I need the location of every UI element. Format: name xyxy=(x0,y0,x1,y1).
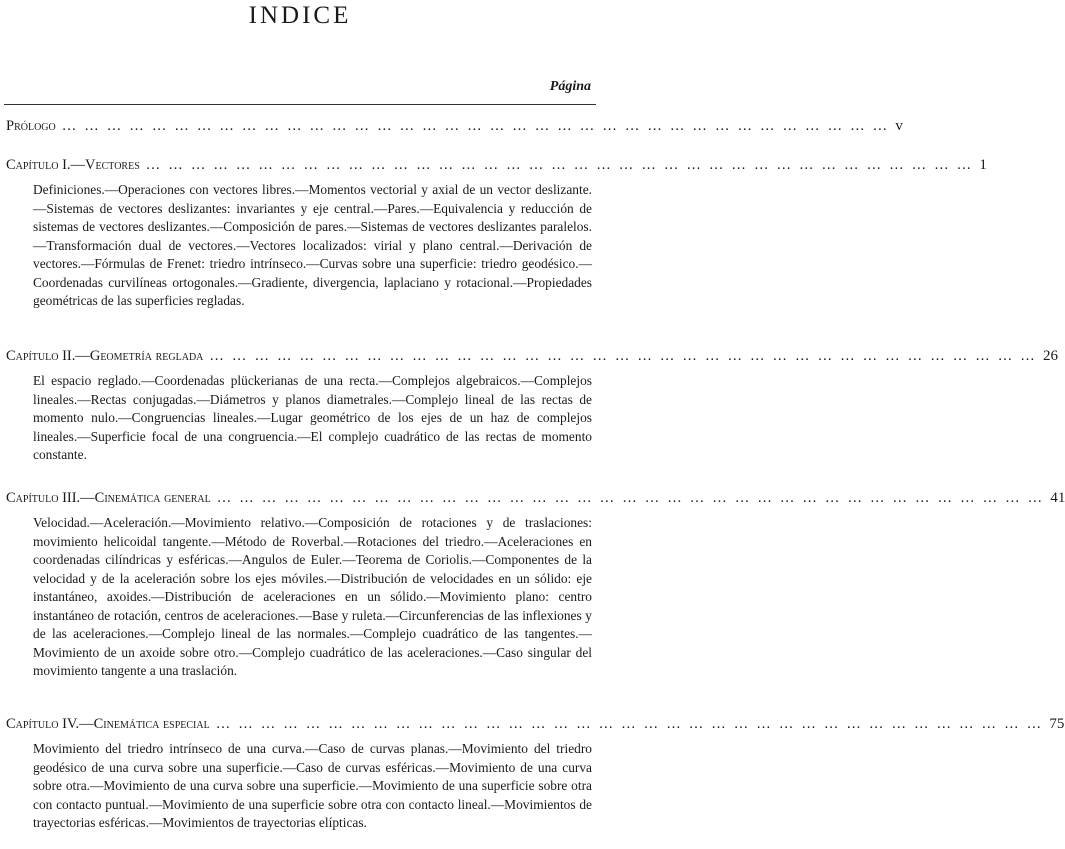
toc-entry-chapter-2 xyxy=(6,348,1058,465)
entry-label: Capítulo IV.—Cinemática especial xyxy=(6,716,210,732)
entry-heading[interactable] xyxy=(6,716,1065,738)
dot-leader: … … … … … … … … … … … … … … … … … … … … … … … … … … … … … … … … … … … … … xyxy=(61,118,890,134)
entry-heading[interactable] xyxy=(6,348,1058,370)
entry-description: El espacio reglado.—Coordenadas plückerianas de una recta.—Complejos algebraicos.—Complejos lineales.—Rectas conjugadas.—Diámetros y planos diametrales.—Complejo lineal de las rectas de momento nulo.—Congruencias lineales.—Lugar geométrico de los ejes de un haz de complejos lineales.—Superficie focal de una congruencia.—El complejo cuadrático de las rectas de momento constante. xyxy=(33,373,592,462)
entry-heading[interactable] xyxy=(6,118,903,140)
entry-description: Movimiento del triedro intrínseco de una curva.—Caso de curvas planas.—Movimiento del triedro geodésico de una curva sobre una superficie.—Caso de curvas esféricas.—Movimiento de una curva sobre otra.—Movimiento de una curva sobre una superficie.—Movimiento de una superficie sobre otra con contacto puntual.—Movimiento de una superficie sobre otra con contacto lineal.—Movimientos de trayectorias esféricas.—Movimientos de trayectorias elípticas. xyxy=(33,741,592,830)
entry-page-number: 41 xyxy=(1050,490,1065,506)
page-column-label: Página xyxy=(549,79,591,94)
toc-entry-chapter-3 xyxy=(6,490,1065,681)
index-title: INDICE xyxy=(248,2,352,29)
toc-entry-prologo xyxy=(6,118,903,140)
dot-leader: … … … … … … … … … … … … … … … … … … … … … … … … … … … … … … … … … … … … … xyxy=(216,490,1045,506)
header-rule xyxy=(4,104,596,105)
entry-label: Capítulo III.—Cinemática general xyxy=(6,490,211,506)
entry-page-number: 1 xyxy=(979,157,987,173)
toc-entry-chapter-4 xyxy=(6,716,1065,833)
dot-leader: … … … … … … … … … … … … … … … … … … … … … … … … … … … … … … … … … … … … … xyxy=(145,157,974,173)
dot-leader: … … … … … … … … … … … … … … … … … … … … … … … … … … … … … … … … … … … … … xyxy=(209,348,1037,364)
entry-page-number: 75 xyxy=(1049,716,1065,732)
entry-label: Capítulo II.—Geometría reglada xyxy=(6,348,204,364)
entry-description: Definiciones.—Operaciones con vectores libres.—Momentos vectorial y axial de un vector deslizante.—Sistemas de vectores deslizantes: invariantes y eje central.—Pares.—Equivalencia y reducción de sistemas de vectores deslizantes.—Composición de pares.—Sistemas de vectores deslizantes paralelos.—Transformación dual de vectores.—Vectores localizados: virial y plano central.—Derivación de vectores.—Fórmulas de Frenet: triedro intrínseco.—Curvas sobre una superficie: triedro geodésico.—Coordenadas curvilíneas ortogonales.—Gradiente, divergencia, laplaciano y rotacional.—Propiedades geométricas de las superficies regladas. xyxy=(33,182,592,308)
entry-description: Velocidad.—Aceleración.—Movimiento relativo.—Composición de rotaciones y de traslaciones: movimiento helicoidal tangente.—Método de Roverbal.—Rotaciones del triedro.—Aceleraciones en coordenadas cilíndricas y esféricas.—Angulos de Euler.—Teorema de Coriolis.—Componentes de la velocidad y de la aceleración sobre los ejes móviles.—Distribución de velocidades en un sólido: eje instantáneo, axoides.—Distribución de aceleraciones en un sólido.—Movimiento plano: centro instantáneo de rotación, centros de aceleraciones.—Base y ruleta.—Circunferencias de las inflexiones y de las aceleraciones.—Complejo lineal de las normales.—Complejo cuadrático de las tangentes.—Movimiento de un axoide sobre otro.—Complejo cuadrático de las aceleraciones.—Caso singular del movimiento tangente a una traslación. xyxy=(33,515,592,678)
entry-page-number: 26 xyxy=(1043,348,1058,364)
entry-label: Capítulo I.—Vectores xyxy=(6,157,140,173)
entry-heading[interactable] xyxy=(6,490,1065,512)
entry-label: Prólogo xyxy=(6,118,56,134)
entry-page-number: v xyxy=(895,118,903,134)
toc-entry-chapter-1 xyxy=(6,157,987,311)
dot-leader: … … … … … … … … … … … … … … … … … … … … … … … … … … … … … … … … … … … … … xyxy=(215,716,1044,732)
entry-heading[interactable] xyxy=(6,157,987,179)
